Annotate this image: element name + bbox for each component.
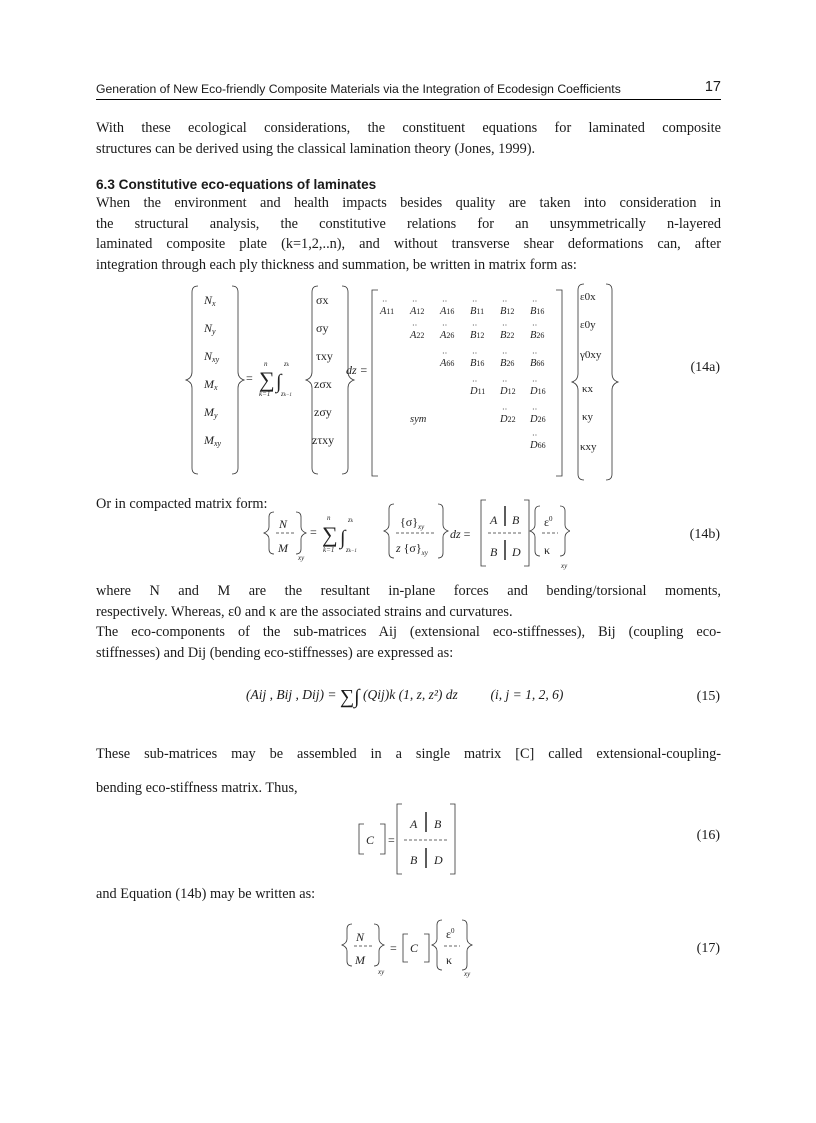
assembled-paragraph — [96, 737, 721, 805]
svg-text:A: A — [410, 817, 418, 831]
matrix-cell-0-2: A16 — [440, 306, 455, 317]
svg-text:∫: ∫ — [340, 527, 346, 549]
svg-text:D: D — [434, 853, 443, 867]
integrand-5: zσy — [314, 405, 332, 419]
lhs-Ny: Ny — [204, 321, 216, 336]
matrix-cell-0-3: B11 — [470, 306, 485, 317]
matrix-cell-dots-1-2: ·· — [442, 321, 448, 330]
header-rule — [96, 99, 721, 100]
where-line-3: The eco-components of the sub-matrices Aij (extensional eco-stiffnesses), Bij (coupling eco- — [96, 624, 721, 641]
matrix-cell-1-4: B22 — [500, 330, 515, 341]
matrix-cell-dots-3-5: ·· — [532, 377, 538, 386]
svg-text:B: B — [434, 817, 442, 831]
svg-text:k=1: k=1 — [259, 390, 271, 398]
where-paragraph — [96, 581, 721, 663]
svg-text:xy: xy — [378, 968, 385, 976]
matrix-cell-1-5: B26 — [530, 330, 545, 341]
equation-14b — [250, 496, 570, 574]
svg-text:z {σ}xy: z $\{\sigma\}_{xy}$ — [396, 541, 428, 557]
matrix-cell-dots-5-5: ·· — [532, 431, 538, 440]
svg-text:k=1: k=1 — [323, 546, 335, 554]
svg-text:∑: ∑ — [259, 367, 275, 392]
matrix-cell-dots-0-0: ·· — [382, 297, 388, 306]
matrix-cell-5-5: D66 — [530, 440, 546, 451]
svg-text:ε0: $\varepsilon^0$ — [544, 515, 553, 529]
section-body-paragraph — [96, 193, 721, 275]
matrix-cell-4-1: sym — [410, 414, 427, 425]
section-body-line-1: When the environment and health impacts besides quality are taken into consideration in — [96, 195, 721, 211]
intro-line-1: With these ecological considerations, the constituent equations for laminated composite — [96, 120, 721, 136]
where-line-1: where N and M are the resultant in-plane forces and bending/torsional moments, — [96, 583, 721, 599]
lhs-Nx: Nx — [204, 293, 216, 308]
matrix-cell-dots-1-1: ·· — [412, 321, 418, 330]
rhs-5: κy — [582, 411, 594, 423]
matrix-cell-dots-3-3: ·· — [472, 377, 478, 386]
intro-line-2: structures can be derived using the classical lamination theory (Jones, 1999). — [96, 140, 536, 157]
matrix-cell-dots-2-2: ·· — [442, 349, 448, 358]
matrix-cell-4-4: D22 — [500, 414, 516, 425]
equation-17 — [338, 914, 478, 980]
matrix-cell-1-2: A26 — [440, 330, 455, 341]
svg-text:zk: zk — [348, 516, 353, 524]
integrand-1: σx — [316, 293, 329, 307]
svg-text:C: C — [366, 833, 375, 847]
matrix-cell-2-2: A66 — [440, 358, 455, 369]
section-body-line-2: the structural analysis, the constitutive relations for an unsymmetrically n-layered — [96, 215, 721, 232]
matrix-cell-0-0: A11 — [380, 306, 395, 317]
integrand-4: zσx — [314, 377, 332, 391]
lhs-My: My — [204, 405, 218, 420]
rhs-2: ε0y — [580, 319, 596, 331]
svg-text:κ: κ — [544, 543, 551, 557]
compacted-line: Or in compacted matrix form: — [96, 496, 268, 512]
svg-text:∑: ∑ — [322, 522, 338, 547]
matrix-cell-dots-1-3: ·· — [472, 321, 478, 330]
rhs-6: κxy — [580, 441, 597, 453]
rhs-4: κx — [582, 383, 594, 395]
matrix-cell-dots-2-5: ·· — [532, 349, 538, 358]
equation-14a — [160, 282, 620, 487]
svg-text:κ: κ — [446, 953, 453, 967]
matrix-cell-2-3: B16 — [470, 358, 485, 369]
where-line-2: respectively. Whereas, ε0 and κ are the associated strains and curvatures. — [96, 603, 513, 620]
svg-text:B: B — [512, 513, 520, 527]
svg-text:=: = — [390, 941, 397, 955]
lhs-Mx: Mx — [204, 377, 218, 392]
matrix-cell-0-4: B12 — [500, 306, 515, 317]
svg-text:N: N — [279, 517, 288, 531]
equation-number-17: (17) — [696, 941, 720, 956]
integrand-2: σy — [316, 321, 329, 335]
matrix-cell-1-3: B12 — [470, 330, 485, 341]
matrix-cell-2-5: B66 — [530, 358, 545, 369]
svg-text:ε0: $\varepsilon^0$ — [446, 927, 455, 941]
svg-text:A: ·· A — [489, 513, 498, 527]
equation-number-15: (15) — [696, 689, 720, 704]
svg-text:=: = — [310, 525, 317, 539]
svg-text:=: = — [246, 371, 253, 385]
where-line-4: stiffnesses) and Dij (bending eco-stiffnesses) are expressed as: — [96, 644, 454, 661]
svg-text:C: C — [410, 941, 419, 955]
matrix-cell-1-1: A22 — [410, 330, 425, 341]
rhs-1: ε0x — [580, 291, 596, 303]
matrix-cell-3-4: D12 — [500, 386, 516, 397]
svg-text:dz =: dz = — [450, 527, 471, 541]
matrix-cell-dots-3-4: ·· — [502, 377, 508, 386]
svg-text:zk−1: zk−1 — [281, 390, 292, 398]
equation-number-16: (16) — [696, 828, 720, 843]
matrix-cell-dots-0-5: ·· — [532, 297, 538, 306]
stiffness-matrix — [379, 297, 546, 451]
section-body-line-4: integration through each ply thickness and summation, be written in matrix form as: — [96, 256, 577, 273]
matrix-cell-dots-2-3: ·· — [472, 349, 478, 358]
eq15-lhs: (Aij , Bij , Dij) = — [246, 687, 337, 702]
running-header-title: Generation of New Eco-friendly Composite Materials via the Integration of Ecodesign Coefficients — [96, 82, 621, 96]
and-line: and Equation (14b) may be written as: — [96, 886, 316, 902]
matrix-cell-3-5: D16 — [530, 386, 546, 397]
eq15-indices: (i, j = 1, 2, 6) — [490, 687, 564, 702]
matrix-cell-dots-4-4: ·· — [502, 405, 508, 414]
svg-text:n: n — [327, 514, 331, 522]
lhs-Nxy: Nxy — [204, 349, 220, 364]
assembled-line-1: These sub-matrices may be assembled in a single matrix [C] called extensional-coupling- — [96, 746, 721, 762]
assembled-line-2: bending eco-stiffness matrix. Thus, — [96, 780, 298, 796]
matrix-cell-dots-0-2: ·· — [442, 297, 448, 306]
svg-text:xy: xy — [561, 562, 568, 570]
integrand-6: zτxy — [312, 433, 335, 447]
eq15-rhs: (Qij)k (1, z, z²) dz — [362, 687, 458, 702]
matrix-cell-dots-4-5: ·· — [532, 405, 538, 414]
matrix-cell-3-3: D11 — [470, 386, 486, 397]
matrix-cell-dots-0-1: ·· — [412, 297, 418, 306]
matrix-cell-dots-1-4: ·· — [502, 321, 508, 330]
page-number: 17 — [704, 79, 721, 95]
dz-equals: dz = — [346, 363, 368, 377]
and-paragraph — [96, 884, 721, 905]
svg-text:N: N — [356, 930, 365, 944]
svg-text:B: B — [490, 545, 498, 559]
svg-text:{σ}xy: $\{\sigma\}_{xy}$ — [400, 515, 425, 531]
svg-text:∫: ∫ — [276, 371, 282, 393]
matrix-cell-dots-2-4: ·· — [502, 349, 508, 358]
matrix-cell-2-4: B26 — [500, 358, 515, 369]
svg-text:xy: xy — [464, 970, 471, 978]
svg-text:M: M — [355, 953, 365, 967]
intro-paragraph — [96, 118, 721, 159]
svg-text:xy: xy — [298, 554, 305, 562]
svg-text:D: D — [512, 545, 521, 559]
section-heading: 6.3 Constitutive eco-equations of laminates — [96, 177, 377, 192]
section-body-line-3: laminated composite plate (k=1,2,..n), and without transverse shear deformations can, after — [96, 236, 721, 253]
matrix-cell-0-5: B16 — [530, 306, 545, 317]
matrix-cell-dots-1-5: ·· — [532, 321, 538, 330]
svg-text:zk−1: zk−1 — [346, 546, 357, 554]
equation-number-14b: (14b) — [689, 527, 720, 542]
svg-text:B: B — [410, 853, 418, 867]
svg-text:M: M — [278, 541, 288, 555]
equation-16 — [354, 800, 464, 878]
matrix-cell-dots-0-4: ·· — [502, 297, 508, 306]
integrand-3: τxy — [316, 349, 333, 363]
rhs-3: γ0xy — [580, 349, 602, 361]
equation-15: (Aij , Bij , Dij) = ∑∫ (Qij)k (1, z, z²) dz (i, j = 1, 2, 6) — [246, 686, 564, 708]
equation-number-14a: (14a) — [690, 360, 720, 375]
lhs-Mxy: Mxy — [204, 433, 222, 448]
matrix-cell-dots-0-3: ·· — [472, 297, 478, 306]
svg-text:=: = — [388, 833, 395, 847]
running-header — [96, 80, 721, 98]
matrix-cell-4-5: D26 — [530, 414, 546, 425]
svg-text:n: n — [264, 360, 268, 368]
svg-text:zk: zk — [284, 360, 289, 368]
matrix-cell-0-1: A12 — [410, 306, 425, 317]
